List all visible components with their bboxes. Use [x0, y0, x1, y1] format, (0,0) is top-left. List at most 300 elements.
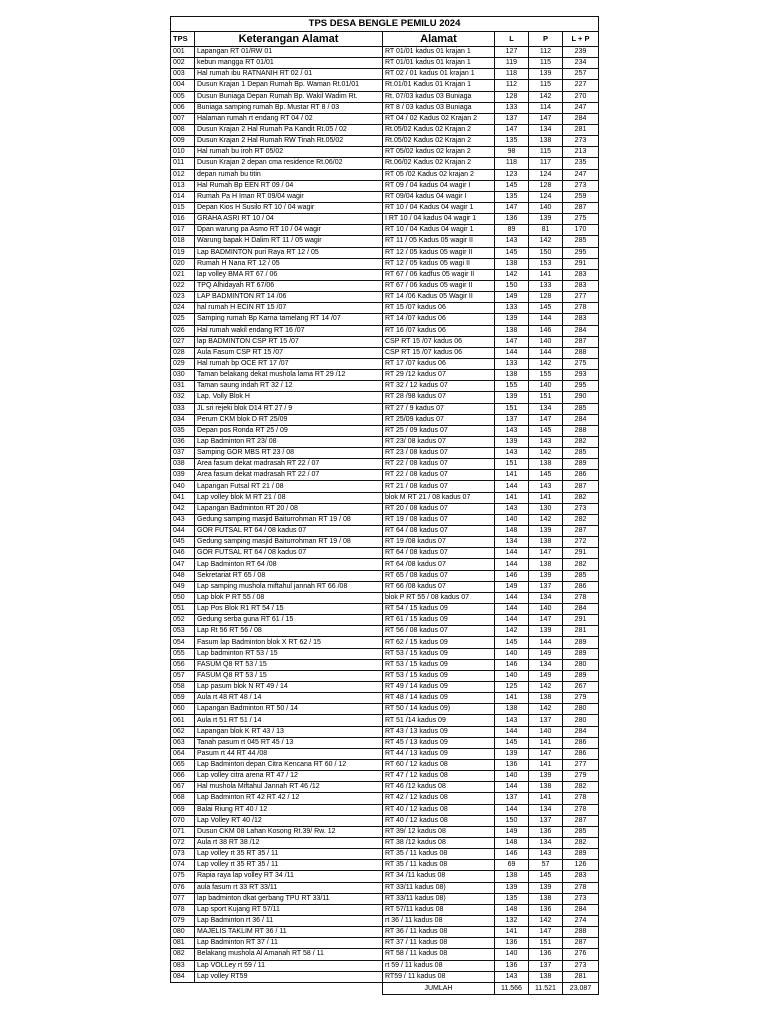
cell-alamat: blok P RT 55 / 08 kadus 07	[383, 592, 495, 603]
cell-alamat: RT 27 / 9 kadus 07	[383, 403, 495, 414]
cell-keterangan: Lap VOLLey rt 59 / 11	[195, 960, 383, 971]
cell-lp: 274	[563, 915, 599, 926]
cell-lp: 284	[563, 113, 599, 124]
cell-l: 89	[495, 225, 529, 236]
cell-keterangan: Samping GOR MBS RT 23 / 08	[195, 448, 383, 459]
table-row	[171, 58, 599, 69]
cell-l: 136	[495, 214, 529, 225]
cell-alamat: rt 59 / 11 kadus 08	[383, 960, 495, 971]
table-row	[171, 91, 599, 102]
cell-alamat: RT 47 / 12 kadus 08	[383, 771, 495, 782]
cell-tps: 022	[171, 280, 195, 291]
cell-l: 140	[495, 949, 529, 960]
cell-alamat: RT 25 / 09 kadus 07	[383, 425, 495, 436]
cell-tps: 010	[171, 147, 195, 158]
cell-lp: 291	[563, 615, 599, 626]
cell-l: 151	[495, 403, 529, 414]
cell-alamat: RT 8 / 03 kadus 03 Buniaga	[383, 102, 495, 113]
cell-p: 112	[529, 47, 563, 58]
cell-tps: 057	[171, 670, 195, 681]
cell-lp: 277	[563, 292, 599, 303]
cell-lp: 285	[563, 826, 599, 837]
cell-keterangan: Perum CKM blok D RT 25/09	[195, 414, 383, 425]
cell-alamat: RT 09/04 kadus 04 wagir I	[383, 191, 495, 202]
cell-lp: 270	[563, 91, 599, 102]
cell-keterangan: Hal rumah ibu RATNANIH RT 02 / 01	[195, 69, 383, 80]
cell-keterangan: Lap Badminton rt 36 / 11	[195, 915, 383, 926]
cell-lp: 280	[563, 715, 599, 726]
table-row	[171, 904, 599, 915]
cell-keterangan: Sekretariat RT 65 / 08	[195, 570, 383, 581]
cell-keterangan: Lap Badminton RT 23/ 08	[195, 436, 383, 447]
cell-keterangan: Lap samping mushola miftahul jannah RT 66 /08	[195, 581, 383, 592]
cell-l: 144	[495, 592, 529, 603]
cell-lp: 278	[563, 882, 599, 893]
header-l: L	[495, 32, 529, 47]
cell-alamat: RT 23/ 08 kadus 07	[383, 436, 495, 447]
cell-keterangan: Rapia raya lap volley RT 34 /11	[195, 871, 383, 882]
cell-p: 140	[529, 381, 563, 392]
cell-l: 143	[495, 971, 529, 982]
table-row	[171, 169, 599, 180]
cell-lp: 273	[563, 893, 599, 904]
cell-tps: 074	[171, 860, 195, 871]
cell-tps: 019	[171, 247, 195, 258]
cell-lp: 282	[563, 492, 599, 503]
cell-tps: 034	[171, 414, 195, 425]
cell-keterangan: Lap pasum blok N RT 49 / 14	[195, 682, 383, 693]
cell-alamat: RT 38 /12 kadus 08	[383, 837, 495, 848]
cell-keterangan: Lapangan Badminton RT 50 / 14	[195, 704, 383, 715]
table-row	[171, 726, 599, 737]
cell-p: 136	[529, 949, 563, 960]
table-row	[171, 915, 599, 926]
cell-alamat: RT 49 / 14 kadus 09	[383, 682, 495, 693]
cell-lp: 287	[563, 815, 599, 826]
cell-tps: 043	[171, 514, 195, 525]
cell-p: 149	[529, 670, 563, 681]
header-alamat: Alamat	[383, 32, 495, 47]
table-row	[171, 849, 599, 860]
cell-l: 139	[495, 436, 529, 447]
cell-alamat: RT 43 / 13 kadus 09	[383, 726, 495, 737]
cell-l: 137	[495, 414, 529, 425]
table-row	[171, 470, 599, 481]
table-row	[171, 336, 599, 347]
cell-keterangan: Dusun Krajan 1 Depan Rumah Bp. Waman Rt.01/01	[195, 80, 383, 91]
table-row	[171, 392, 599, 403]
cell-tps: 030	[171, 370, 195, 381]
cell-p: 134	[529, 124, 563, 135]
table-row	[171, 860, 599, 871]
cell-keterangan: Gedung serba guna RT 61 / 15	[195, 615, 383, 626]
cell-tps: 017	[171, 225, 195, 236]
cell-keterangan: aula fasum rt 33 RT 33/11	[195, 882, 383, 893]
cell-l: 138	[495, 325, 529, 336]
table-row	[171, 927, 599, 938]
cell-lp: 285	[563, 236, 599, 247]
cell-p: 153	[529, 258, 563, 269]
cell-l: 144	[495, 548, 529, 559]
cell-lp: 289	[563, 637, 599, 648]
table-row	[171, 481, 599, 492]
cell-alamat: RT 35 / 11 kadus 08	[383, 849, 495, 860]
cell-p: 138	[529, 537, 563, 548]
cell-tps: 035	[171, 425, 195, 436]
cell-tps: 008	[171, 124, 195, 135]
cell-lp: 273	[563, 136, 599, 147]
cell-keterangan: Lap volley blok M RT 21 / 08	[195, 492, 383, 503]
cell-l: 119	[495, 58, 529, 69]
table-row	[171, 514, 599, 525]
cell-keterangan: FASUM Q8 RT 53 / 15	[195, 659, 383, 670]
cell-l: 140	[495, 670, 529, 681]
cell-tps: 055	[171, 648, 195, 659]
cell-p: 137	[529, 815, 563, 826]
cell-l: 135	[495, 893, 529, 904]
cell-tps: 083	[171, 960, 195, 971]
cell-l: 138	[495, 370, 529, 381]
cell-keterangan: Taman belakang dekat mushola lama RT 29 /12	[195, 370, 383, 381]
cell-lp: 286	[563, 748, 599, 759]
table-row	[171, 358, 599, 369]
cell-keterangan: Lap Volley RT 40 /12	[195, 815, 383, 826]
cell-p: 140	[529, 202, 563, 213]
cell-tps: 076	[171, 882, 195, 893]
table-row	[171, 837, 599, 848]
table-row	[171, 893, 599, 904]
cell-tps: 046	[171, 548, 195, 559]
cell-lp: 283	[563, 871, 599, 882]
cell-p: 141	[529, 269, 563, 280]
cell-l: 139	[495, 748, 529, 759]
cell-p: 143	[529, 436, 563, 447]
cell-lp: 227	[563, 80, 599, 91]
cell-l: 145	[495, 247, 529, 258]
cell-lp: 282	[563, 782, 599, 793]
header-row	[171, 32, 599, 47]
cell-keterangan: Pasum rt 44 RT 44 /08	[195, 748, 383, 759]
cell-p: 138	[529, 459, 563, 470]
cell-keterangan: Area fasum dekat madrasah RT 22 / 07	[195, 470, 383, 481]
table-row	[171, 202, 599, 213]
cell-keterangan: Dusun Krajan 2 Hal Rumah Pa Kandit Rt.05 / 02	[195, 124, 383, 135]
cell-p: 143	[529, 849, 563, 860]
cell-l: 141	[495, 693, 529, 704]
cell-l: 141	[495, 470, 529, 481]
cell-tps: 045	[171, 537, 195, 548]
table-row	[171, 682, 599, 693]
table-row	[171, 147, 599, 158]
cell-lp: 289	[563, 648, 599, 659]
cell-keterangan: Dusun CKM 08 Lahan Kosong Rt.39/ Rw. 12	[195, 826, 383, 837]
table-row	[171, 548, 599, 559]
cell-l: 141	[495, 492, 529, 503]
cell-alamat: RT 45 / 13 kadus 09	[383, 737, 495, 748]
cell-tps: 007	[171, 113, 195, 124]
cell-tps: 020	[171, 258, 195, 269]
cell-alamat: RT 12 / 05 kadus 05 wagi II	[383, 258, 495, 269]
cell-tps: 082	[171, 949, 195, 960]
cell-p: 142	[529, 236, 563, 247]
table-row	[171, 214, 599, 225]
cell-keterangan: Lap Badminton depan Citra Kencana RT 60 / 12	[195, 760, 383, 771]
cell-l: 144	[495, 782, 529, 793]
cell-l: 144	[495, 726, 529, 737]
cell-keterangan: Lapangan RT 01/RW 01	[195, 47, 383, 58]
cell-lp: 285	[563, 448, 599, 459]
total-l: 11.566	[495, 982, 529, 994]
cell-lp: 293	[563, 370, 599, 381]
table-row	[171, 670, 599, 681]
cell-tps: 063	[171, 737, 195, 748]
cell-p: 115	[529, 58, 563, 69]
cell-alamat: RT 17 /07 kadus 06	[383, 358, 495, 369]
cell-tps: 031	[171, 381, 195, 392]
cell-alamat: RT 22 / 08 kadus 07	[383, 459, 495, 470]
cell-alamat: Rt. 07/03 kadus 03 Buniaga	[383, 91, 495, 102]
cell-p: 128	[529, 180, 563, 191]
cell-p: 138	[529, 693, 563, 704]
cell-l: 132	[495, 915, 529, 926]
cell-p: 136	[529, 826, 563, 837]
cell-l: 145	[495, 180, 529, 191]
cell-p: 137	[529, 960, 563, 971]
table-row	[171, 69, 599, 80]
cell-alamat: RT 53 / 15 kadus 09	[383, 648, 495, 659]
cell-keterangan: Lap blok P RT 55 / 08	[195, 592, 383, 603]
cell-p: 124	[529, 191, 563, 202]
cell-alamat: RT 01/01 kadus 01 krajan 1	[383, 58, 495, 69]
cell-lp: 278	[563, 592, 599, 603]
cell-lp: 285	[563, 570, 599, 581]
cell-tps: 036	[171, 436, 195, 447]
cell-l: 143	[495, 448, 529, 459]
total-p: 11.521	[529, 982, 563, 994]
cell-p: 142	[529, 448, 563, 459]
cell-alamat: RT 10 / 04 Kadus 04 wagir 1	[383, 202, 495, 213]
cell-tps: 073	[171, 849, 195, 860]
cell-keterangan: Lap volley rt 35 RT 35 / 11	[195, 860, 383, 871]
cell-tps: 084	[171, 971, 195, 982]
cell-tps: 080	[171, 927, 195, 938]
cell-l: 144	[495, 559, 529, 570]
cell-keterangan: Lap BADMINTON puri Raya RT 12 / 05	[195, 247, 383, 258]
cell-alamat: CSP RT 15 /07 kadus 06	[383, 336, 495, 347]
cell-keterangan: Lap badminton RT 53 / 15	[195, 648, 383, 659]
table-row	[171, 771, 599, 782]
cell-alamat: RT 20 / 08 kadus 07	[383, 503, 495, 514]
cell-tps: 015	[171, 202, 195, 213]
cell-l: 133	[495, 358, 529, 369]
cell-keterangan: Aula rt 51 RT 51 / 14	[195, 715, 383, 726]
total-lp: 23.087	[563, 982, 599, 994]
table-row	[171, 526, 599, 537]
cell-lp: 288	[563, 425, 599, 436]
cell-p: 149	[529, 648, 563, 659]
tps-table	[170, 16, 599, 995]
table-row	[171, 503, 599, 514]
cell-l: 155	[495, 381, 529, 392]
cell-lp: 281	[563, 626, 599, 637]
cell-p: 142	[529, 682, 563, 693]
cell-l: 139	[495, 882, 529, 893]
table-row	[171, 626, 599, 637]
cell-keterangan: Hal rumah wakil endang RT 16 /07	[195, 325, 383, 336]
cell-tps: 047	[171, 559, 195, 570]
cell-tps: 070	[171, 815, 195, 826]
cell-keterangan: Hal rumah bu iroh RT 05/02	[195, 147, 383, 158]
cell-tps: 004	[171, 80, 195, 91]
cell-alamat: RT 33/11 kadus 08)	[383, 893, 495, 904]
cell-tps: 025	[171, 314, 195, 325]
cell-alamat: RT 58 / 11 kadus 08	[383, 949, 495, 960]
table-row	[171, 180, 599, 191]
cell-l: 134	[495, 537, 529, 548]
table-row	[171, 414, 599, 425]
cell-p: 151	[529, 392, 563, 403]
cell-p: 134	[529, 804, 563, 815]
cell-alamat: RT 23 / 08 kadus 07	[383, 448, 495, 459]
cell-keterangan: Gedung samping masjid Baiturrohman RT 19 / 08	[195, 537, 383, 548]
cell-tps: 056	[171, 659, 195, 670]
header-lp: L + P	[563, 32, 599, 47]
table-row	[171, 826, 599, 837]
cell-p: 114	[529, 102, 563, 113]
table-row	[171, 537, 599, 548]
cell-p: 117	[529, 158, 563, 169]
cell-tps: 075	[171, 871, 195, 882]
cell-keterangan: lap badminton dkat gerbang TPU RT 33/11	[195, 893, 383, 904]
cell-p: 137	[529, 581, 563, 592]
cell-alamat: RT 09 / 04 kadus 04 wagir I	[383, 180, 495, 191]
cell-l: 144	[495, 804, 529, 815]
cell-l: 142	[495, 269, 529, 280]
cell-tps: 002	[171, 58, 195, 69]
cell-l: 135	[495, 136, 529, 147]
cell-l: 144	[495, 604, 529, 615]
cell-alamat: RT 40 / 12 kadus 08	[383, 815, 495, 826]
cell-l: 118	[495, 69, 529, 80]
cell-p: 145	[529, 871, 563, 882]
cell-tps: 014	[171, 191, 195, 202]
cell-p: 147	[529, 615, 563, 626]
cell-tps: 001	[171, 47, 195, 58]
table-row	[171, 570, 599, 581]
cell-l: 148	[495, 526, 529, 537]
cell-alamat: RT 64 /08 kadus 07	[383, 559, 495, 570]
cell-lp: 280	[563, 659, 599, 670]
cell-tps: 059	[171, 693, 195, 704]
cell-lp: 284	[563, 904, 599, 915]
cell-lp: 295	[563, 381, 599, 392]
cell-p: 115	[529, 147, 563, 158]
cell-p: 139	[529, 69, 563, 80]
cell-tps: 054	[171, 637, 195, 648]
table-row	[171, 425, 599, 436]
cell-lp: 282	[563, 837, 599, 848]
cell-alamat: RT 37 / 11 kadus 08	[383, 938, 495, 949]
cell-l: 143	[495, 715, 529, 726]
cell-keterangan: GOR FUTSAL RT 64 / 08 kadus 07	[195, 526, 383, 537]
cell-lp: 287	[563, 202, 599, 213]
table-row	[171, 258, 599, 269]
cell-keterangan: Balai Riung RT 40 / 12	[195, 804, 383, 815]
cell-alamat: RT 29 /12 kadus 07	[383, 370, 495, 381]
table-row	[171, 938, 599, 949]
cell-tps: 051	[171, 604, 195, 615]
cell-lp: 284	[563, 726, 599, 737]
cell-alamat: RT 57/11 kadus 08	[383, 904, 495, 915]
cell-tps: 071	[171, 826, 195, 837]
cell-tps: 069	[171, 804, 195, 815]
cell-alamat: RT 67 / 06 kadfus 05 wagir II	[383, 269, 495, 280]
cell-tps: 041	[171, 492, 195, 503]
cell-p: 145	[529, 303, 563, 314]
cell-p: 128	[529, 292, 563, 303]
cell-p: 151	[529, 938, 563, 949]
cell-keterangan: Buniaga samping rumah Bp. Mustar RT 8 / 03	[195, 102, 383, 113]
cell-l: 112	[495, 80, 529, 91]
cell-p: 124	[529, 169, 563, 180]
cell-p: 142	[529, 358, 563, 369]
cell-l: 151	[495, 459, 529, 470]
table-row	[171, 191, 599, 202]
cell-keterangan: Lap volley RT59	[195, 971, 383, 982]
cell-alamat: RT 42 / 12 kadus 08	[383, 793, 495, 804]
cell-keterangan: Lap volley rt 35 RT 35 / 11	[195, 849, 383, 860]
cell-keterangan: Depan Kios H Susilo RT 10 / 04 wagir	[195, 202, 383, 213]
cell-tps: 006	[171, 102, 195, 113]
table-row	[171, 247, 599, 258]
cell-keterangan: Rumah H Nana RT 12 / 05	[195, 258, 383, 269]
cell-l: 125	[495, 682, 529, 693]
table-row	[171, 292, 599, 303]
cell-p: 57	[529, 860, 563, 871]
cell-keterangan: MAJELIS TAKLIM RT 36 / 11	[195, 927, 383, 938]
cell-alamat: RT 35 / 11 kadus 08	[383, 860, 495, 871]
cell-tps: 044	[171, 526, 195, 537]
table-row	[171, 737, 599, 748]
cell-p: 144	[529, 637, 563, 648]
cell-keterangan: Lap Pos Blok R1 RT 54 / 15	[195, 604, 383, 615]
cell-lp: 239	[563, 47, 599, 58]
cell-lp: 273	[563, 180, 599, 191]
cell-l: 149	[495, 292, 529, 303]
table-row	[171, 871, 599, 882]
cell-tps: 077	[171, 893, 195, 904]
cell-lp: 286	[563, 737, 599, 748]
cell-alamat: RT 14 /07 kadus 06	[383, 314, 495, 325]
cell-p: 143	[529, 481, 563, 492]
table-row	[171, 648, 599, 659]
cell-tps: 033	[171, 403, 195, 414]
cell-l: 144	[495, 347, 529, 358]
cell-tps: 029	[171, 358, 195, 369]
cell-p: 138	[529, 971, 563, 982]
table-row	[171, 748, 599, 759]
table-row	[171, 659, 599, 670]
cell-p: 147	[529, 414, 563, 425]
cell-tps: 050	[171, 592, 195, 603]
cell-alamat: RT 01/01 kadus 01 krajan 1	[383, 47, 495, 58]
cell-lp: 281	[563, 971, 599, 982]
cell-tps: 040	[171, 481, 195, 492]
cell-l: 146	[495, 659, 529, 670]
cell-lp: 213	[563, 147, 599, 158]
cell-p: 134	[529, 837, 563, 848]
cell-l: 148	[495, 837, 529, 848]
